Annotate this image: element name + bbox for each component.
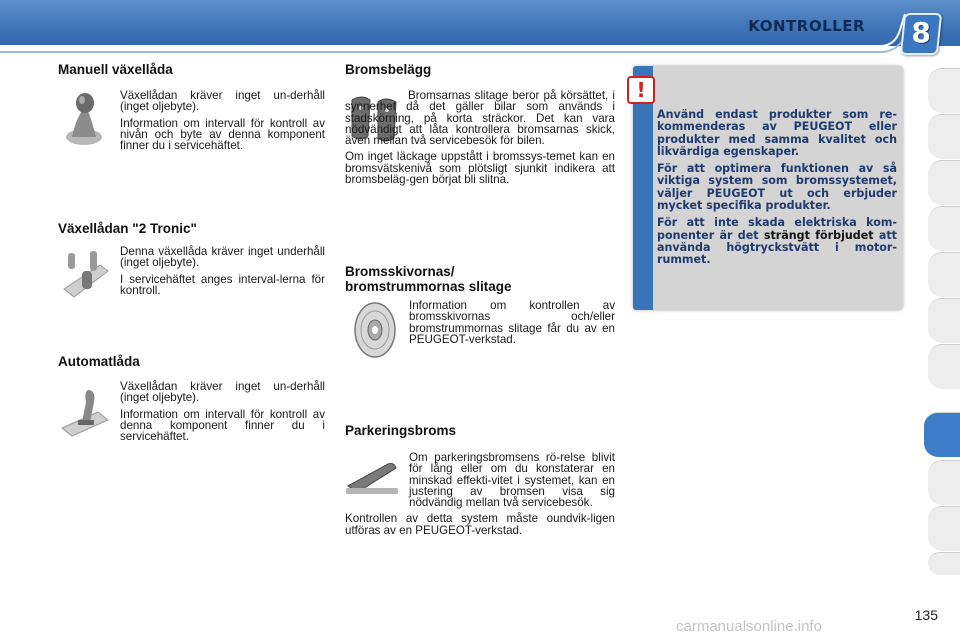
brake-disc-icon [350, 300, 400, 360]
section-title-discs [345, 264, 512, 294]
side-tab-6[interactable] [928, 298, 960, 343]
pads-text [345, 90, 615, 190]
chapter-title: KONTROLLER [748, 17, 865, 35]
section-title-automat: Automatlåda [58, 354, 140, 369]
discs-title-line-2: bromstrummornas slitage [345, 279, 512, 294]
manual-text [120, 90, 325, 156]
side-tab-4[interactable] [928, 206, 960, 251]
tronic-paragraph-1: Denna växellåda kräver inget underhåll (inget oljebyte). [120, 245, 325, 270]
tronic-text [120, 246, 325, 301]
warning-icon: ! [627, 76, 655, 104]
discs-text [409, 300, 615, 350]
manual-paragraph-2: Information om intervall för kontroll av nivån och byte av denna komponent finner du i servicehäftet. [120, 116, 325, 153]
warning-paragraph-1: Använd endast produkter som re-kommenderas av PEUGEOT eller produkter med samma kvalitet och likvärdiga egenskaper. [657, 108, 897, 158]
side-tab-5[interactable] [928, 252, 960, 297]
parking-paragraph-2: Kontrollen av detta system måste oundvik-ligen utföras av en PEUGEOT-verkstad. [345, 512, 615, 537]
warning-paragraph-2: För att optimera funktionen av så viktiga system som bromssystemet, väljer PEUGEOT ut och erbjuder mycket specifika produkter. [657, 162, 897, 213]
pads-paragraph-2: Om inget läckage uppstått i bromssys-temet kan en bromsvätskenivå som plötsligt sjunkit indikera att bromsbeläg-gen börjat bli slitna. [345, 150, 615, 187]
automat-paragraph-2: Information om intervall för kontroll av denna komponent finner du i servicehäftet. [120, 407, 325, 444]
side-tab-9[interactable] [928, 460, 960, 505]
parking-text [345, 452, 615, 541]
automatic-gear-selector-icon [60, 386, 110, 438]
side-tab-11[interactable] [928, 552, 960, 575]
parking-paragraph-1: Om parkeringsbromsens rö-relse blivit för lång eller om du konstaterar en minskad effekti-vitet i systemet, kan en justering av bromsen visa sig nödvändig mellan två servicebesök. [409, 451, 615, 510]
side-tab-7[interactable] [928, 344, 960, 389]
warning-paragraph-3: För att inte skada elektriska kom-ponenter är det strängt förbjudet att använda högtryckstvätt i motor-rummet. [657, 216, 897, 267]
gear-stick-icon [62, 91, 106, 147]
chapter-badge [900, 13, 942, 55]
section-title-manual: Manuell växellåda [58, 62, 173, 77]
side-tab-1[interactable] [928, 68, 960, 113]
automat-text [120, 381, 325, 447]
section-title-parking: Parkeringsbroms [345, 423, 457, 438]
manual-paragraph-1: Växellådan kräver inget un-derhåll (inget oljebyte). [120, 89, 325, 114]
tronic-gear-selector-icon [60, 249, 110, 299]
side-tab-8-active[interactable] [924, 412, 960, 457]
chapter-number: 8 [911, 16, 931, 49]
automat-paragraph-1: Växellådan kräver inget un-derhåll (inget oljebyte). [120, 380, 325, 405]
side-tab-2[interactable] [928, 114, 960, 159]
warning-text [657, 109, 897, 272]
tronic-paragraph-2: I servicehäftet anges interval-lerna för kontroll. [120, 272, 325, 297]
section-title-tronic: Växellådan "2 Tronic" [58, 221, 197, 236]
discs-title-line-1: Bromsskivornas/ [345, 264, 455, 279]
side-tab-3[interactable] [928, 160, 960, 205]
side-tab-10[interactable] [928, 506, 960, 551]
pads-paragraph-1: Bromsarnas slitage beror på körsättet, i synnerhet då det gäller bilar som används i stadskörning, på korta sträckor. Det kan vara nödvändigt att låta kontrollera bromsarnas skick, även mellan två servicebesök för bilen. [345, 89, 615, 148]
page-number: 135 [914, 607, 938, 623]
watermark: carmanualsonline.info [676, 618, 822, 635]
discs-paragraph-1: Information om kontrollen av bromsskivornas och/eller bromstrummornas slitage får du av en PEUGEOT-verkstad. [409, 299, 615, 346]
section-title-pads: Bromsbelägg [345, 62, 432, 77]
